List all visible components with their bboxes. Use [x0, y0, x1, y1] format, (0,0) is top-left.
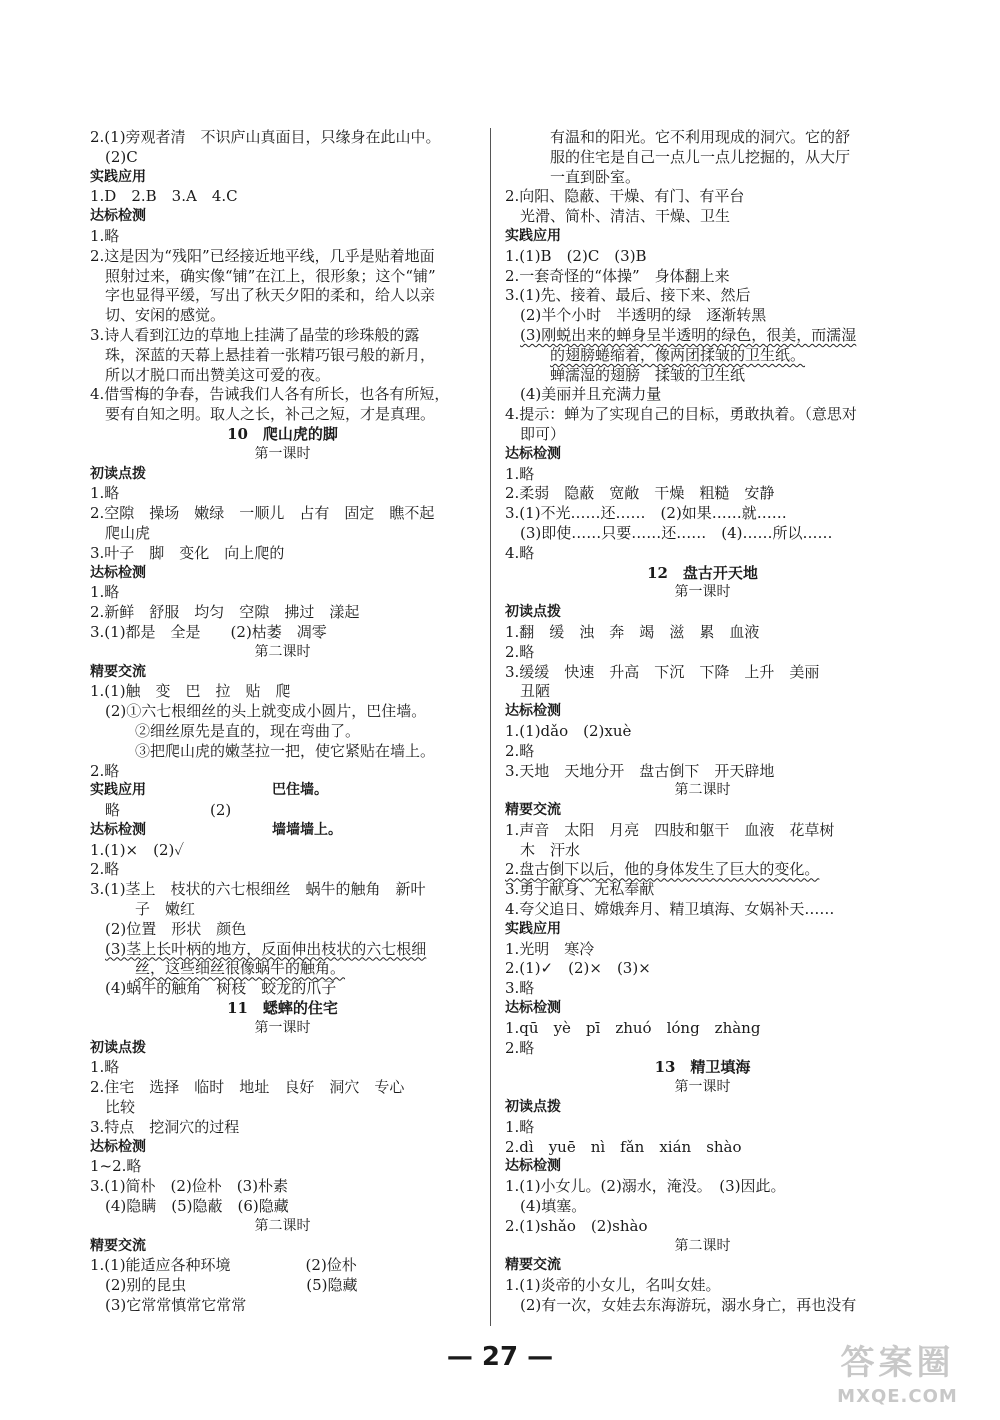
left-column-line: 10 爬山虎的脚	[227, 424, 338, 443]
left-column-line: (3)它常常慎常它常常	[105, 1296, 247, 1315]
right-column-line: 2.一套奇怪的“体操” 身体翻上来	[505, 266, 730, 285]
left-column-line: 实践应用	[90, 168, 146, 185]
left-column-line: 字也显得平缓，写出了秋天夕阳的柔和，给人以亲	[105, 286, 436, 305]
right-column-line: 2.盘古倒下以后，他的身体发生了巨大的变化。	[505, 860, 820, 879]
right-column-line: 达标检测	[505, 1000, 561, 1017]
column-divider	[490, 128, 491, 1326]
left-column-line: (2)C	[105, 147, 138, 166]
right-column-line: 4.略	[505, 543, 535, 562]
right-column-line: 4.提示：蝉为了实现自己的目标，勇敢执着。（意思对	[505, 405, 857, 424]
right-column-line: 1.(1)dǎo (2)xuè	[505, 721, 632, 740]
right-column-line: 12 盘古开天地	[647, 563, 758, 582]
left-column-line: 照射过来，确实像“铺”在江上，很形象；这个“铺”	[105, 266, 436, 285]
left-column-line: 1.(1)能适应各种环境 (2)俭朴	[90, 1256, 357, 1275]
left-column-line: 精要交流	[90, 1237, 146, 1254]
right-column-line: 实践应用	[505, 920, 561, 937]
right-column-line: 2.向阳、隐蔽、干燥、有门、有平台	[505, 187, 745, 206]
left-column-line: 3.叶子 脚 变化 向上爬的	[90, 543, 285, 562]
left-column-line: 要有自知之明。取人之长，补己之短，才是真理。	[105, 405, 436, 424]
right-column-line: 达标检测	[505, 703, 561, 720]
left-column-line: (4)隐瞒 (5)隐蔽 (6)隐藏	[105, 1197, 289, 1216]
right-column-line: 1.qū yè pī zhuó lóng zhàng	[505, 1018, 761, 1037]
watermark-url: MXQE.COM	[837, 1386, 958, 1407]
left-column-line: 3.(1)茎上 枝状的六七根细丝 蜗牛的触角 新叶	[90, 880, 426, 899]
left-column-line: 初读点拨	[90, 465, 146, 482]
right-column-line: 初读点拨	[505, 604, 561, 621]
right-column-line: 精要交流	[505, 1257, 561, 1274]
left-column-line: (2)别的昆虫 (5)隐藏	[105, 1276, 358, 1295]
right-column-line: 第二课时	[674, 1237, 731, 1254]
left-column-line: 11 蟋蟀的住宅	[227, 999, 338, 1018]
right-column	[505, 128, 900, 1316]
right-column-line: 丑陋	[520, 682, 551, 701]
left-column-line: 1~2.略	[90, 1157, 142, 1176]
left-column-line: 4.借雪梅的争春，告诫我们人各有所长，也各有所短，	[90, 385, 450, 404]
right-column-line: 蝉濡湿的翅膀 揉皱的卫生纸	[550, 365, 746, 384]
left-column-line: 1.略	[90, 226, 120, 245]
left-column-line: 达标检测	[90, 1138, 146, 1155]
right-column-line: 第一课时	[674, 584, 731, 601]
left-column-line: 达标检测	[90, 564, 146, 581]
page-number: — 27 —	[446, 1342, 554, 1372]
right-column-line: (3)即使……只要……还…… (4)……所以……	[520, 523, 833, 542]
left-column-line: 切、安闲的感觉。	[105, 306, 226, 325]
right-column-line: 精要交流	[505, 802, 561, 819]
right-column-line: 服的住宅是自己一点儿一点儿挖掘的，从大厅	[550, 147, 851, 166]
right-column-line: 光滑、简朴、清洁、干燥、卫生	[520, 207, 731, 226]
left-column-line: 3.诗人看到江边的草地上挂满了晶莹的珍珠般的露	[90, 325, 420, 344]
right-column-line: (4)美丽并且充满力量	[520, 385, 662, 404]
right-column-line: 2.略	[505, 642, 535, 661]
right-column-line: (3)刚蜕出来的蝉身呈半透明的绿色，很美，而濡湿	[520, 325, 857, 344]
left-column-line: 2.略	[90, 860, 120, 879]
right-column-line: 3.缓缓 快速 升高 下沉 下降 上升 美丽	[505, 662, 820, 681]
left-column-line: 2.住宅 选择 临时 地址 良好 洞穴 专心	[90, 1078, 405, 1097]
right-column-line: 木 汗水	[520, 840, 581, 859]
right-column-line: 3.勇于献身、无私奉献	[505, 880, 655, 899]
watermark-text: 答案圈	[840, 1343, 955, 1383]
left-column-line: 2.新鲜 舒服 均匀 空隙 拂过 漾起	[90, 603, 360, 622]
left-column-line: 略 (2)	[105, 801, 232, 820]
left-column-line: 3.(1)简朴 (2)俭朴 (3)朴素	[90, 1177, 289, 1196]
right-column-line: (2)半个小时 半透明的绿 逐渐转黑	[520, 306, 767, 325]
right-column-line: 初读点拨	[505, 1099, 561, 1116]
right-column-line: 2.(1)✓ (2)× (3)×	[505, 959, 651, 978]
left-column-line: 1.略	[90, 484, 120, 503]
right-column-line: 有温和的阳光。它不利用现成的洞穴。它的舒	[550, 128, 851, 146]
left-column-line: 1.D 2.B 3.A 4.C	[90, 187, 238, 206]
left-column-line: 达标检测	[90, 208, 146, 225]
right-column-line: 1.光明 寒冷	[505, 939, 595, 958]
right-column-line: 的翅膀蜷缩着，像两团揉皱的卫生纸。	[550, 345, 806, 364]
right-column-line: 3.天地 天地分开 盘古倒下 开天辟地	[505, 761, 775, 780]
left-column-line: 所以才脱口而出赞美这可爱的夜。	[105, 365, 331, 384]
right-column-line: 第二课时	[674, 782, 731, 799]
left-column-line: 实践应用 巴住墙。	[90, 782, 328, 799]
right-column-line: 达标检测	[505, 445, 561, 462]
right-column-line: 2.略	[505, 741, 535, 760]
right-column-line: (2)有一次，女娃去东海游玩，溺水身亡，再也没有	[520, 1296, 857, 1315]
right-column-line: 4.夸父追日、嫦娥奔月、精卫填海、女娲补天……	[505, 900, 835, 919]
right-column-line: 实践应用	[505, 227, 561, 244]
left-column-line: 1.略	[90, 583, 120, 602]
left-column-line: 2.空隙 操场 嫩绿 一顺儿 占有 固定 瞧不起	[90, 504, 435, 523]
left-column-line: 第一课时	[254, 445, 311, 462]
left-column-line: 第二课时	[254, 1217, 311, 1234]
right-column-line: 1.(1)小女儿。(2)溺水，淹没。 (3)因此。	[505, 1177, 786, 1196]
right-column-line: 1.(1)炎帝的小女儿，名叫女娃。	[505, 1276, 721, 1295]
left-column-line: 比较	[105, 1098, 136, 1117]
right-column-line: 2.略	[505, 1038, 535, 1057]
right-column-line: 1.翻 缓 浊 奔 竭 滋 累 血液	[505, 622, 760, 641]
right-column-line: 一直到卧室。	[550, 167, 641, 186]
right-column-line: 1.略	[505, 464, 535, 483]
left-column-line: 达标检测 墙墙墙上。	[90, 821, 342, 838]
left-column-line: 精要交流	[90, 663, 146, 680]
left-column	[90, 128, 475, 1316]
left-column-line: 3.(1)都是 全是 (2)枯萎 凋零	[90, 622, 327, 641]
right-column-line: (4)填塞。	[520, 1197, 587, 1216]
left-column-line: ③把爬山虎的嫩茎拉一把，使它紧贴在墙上。	[135, 741, 436, 760]
right-column-line: 达标检测	[505, 1158, 561, 1175]
right-column-line: 2.(1)shǎo (2)shào	[505, 1216, 648, 1235]
left-column-line: 第二课时	[254, 643, 311, 660]
left-column-line: 第一课时	[254, 1019, 311, 1036]
left-column-line: (4)蜗牛的触角 树枝 蛟龙的爪子	[105, 979, 337, 998]
left-column-line: 2.这是因为“残阳”已经接近地平线，几乎是贴着地面	[90, 246, 435, 265]
right-column-line: 2.柔弱 隐蔽 宽敞 干燥 粗糙 安静	[505, 484, 775, 503]
right-column-line: 3.(1)先、接着、最后、接下来、然后	[505, 286, 751, 305]
right-column-line: 1.略	[505, 1117, 535, 1136]
left-column-line: (2)位置 形状 颜色	[105, 919, 247, 938]
left-column-line: 珠，深蓝的天幕上悬挂着一张精巧银弓般的新月，	[105, 345, 436, 364]
left-column-line: (3)茎上长叶柄的地方，反面伸出枝状的六七根细	[105, 939, 427, 958]
left-column-line: 2.(1)旁观者清 不识庐山真面目，只缘身在此山中。	[90, 128, 441, 146]
left-column-line: 1.略	[90, 1058, 120, 1077]
left-column-line: ②细丝原先是直的，现在弯曲了。	[135, 721, 361, 740]
right-column-line: 1.(1)B (2)C (3)B	[505, 246, 647, 265]
left-column-line: 1.(1)× (2)✓	[90, 840, 185, 859]
right-column-line: 13 精卫填海	[654, 1058, 751, 1077]
right-column-line: 3.(1)不光……还…… (2)如果……就……	[505, 504, 787, 523]
right-column-line: 即可）	[520, 424, 566, 443]
watermark-logo	[800, 1340, 995, 1418]
left-column-line: (2)①六七根细丝的头上就变成小圆片，巴住墙。	[105, 702, 427, 721]
right-column-line: 第一课时	[674, 1079, 731, 1096]
left-column-line: 子 嫩红	[135, 900, 196, 919]
left-column-line: 1.(1)触 变 巴 拉 贴 爬	[90, 682, 291, 701]
right-column-line: 2.dì yuē nì fǎn xián shào	[505, 1137, 742, 1156]
left-column-line: 丝，这些细丝很像蜗牛的触角。	[135, 959, 346, 978]
left-column-line: 爬山虎	[105, 523, 151, 542]
left-column-line: 3.特点 挖洞穴的过程	[90, 1117, 240, 1136]
right-column-line: 1.声音 太阳 月亮 四肢和躯干 血液 花草树	[505, 820, 835, 839]
right-column-line: 3.略	[505, 979, 535, 998]
left-column-line: 2.略	[90, 761, 120, 780]
left-column-line: 初读点拨	[90, 1039, 146, 1056]
